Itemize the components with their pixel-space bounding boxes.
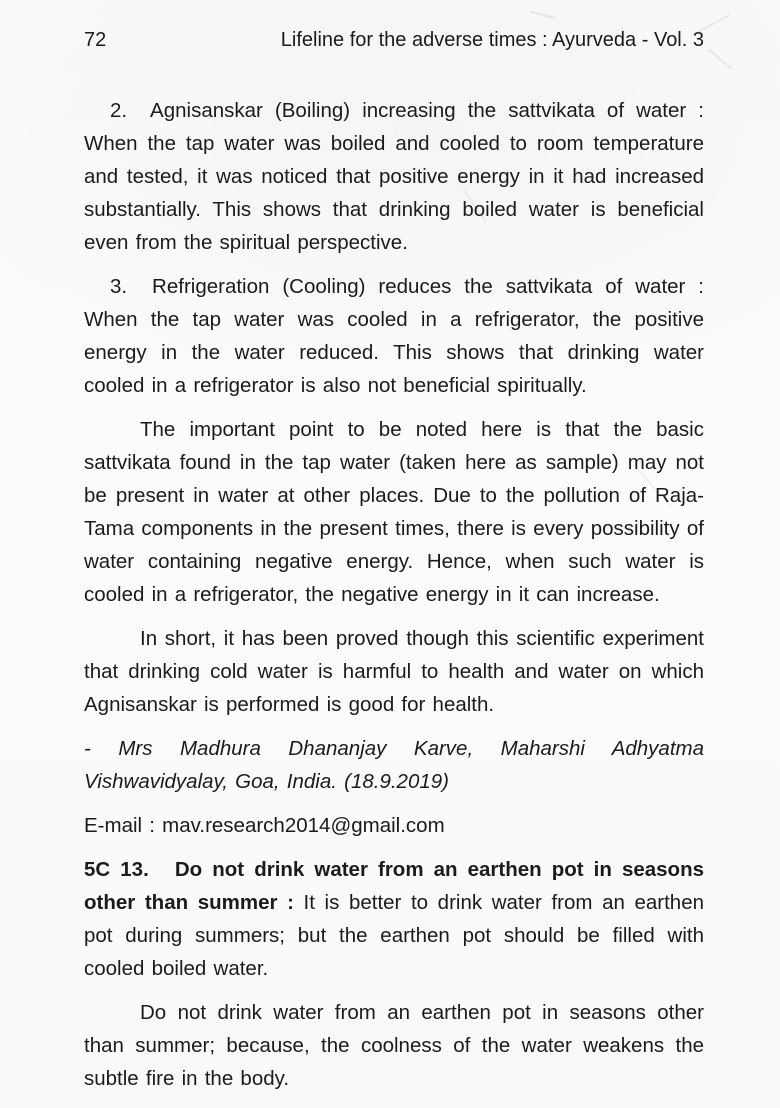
email-line (84, 809, 704, 842)
page-number: 72 (84, 29, 107, 51)
paragraph-text: Do not drink water from an earthen pot in seasons other than summer; because, the coolness of the water weakens the subtle fire in the body. (84, 1001, 704, 1090)
attribution (84, 732, 704, 798)
paragraph-text: In short, it has been proved though this scientific experiment that drinking cold water is harmful to health and water on which Agnisanskar is performed is good for health. (84, 627, 704, 716)
paragraph-refrigeration (84, 270, 704, 402)
paragraph-text: Agnisanskar (Boiling) increasing the sattvikata of water : When the tap water was boiled and cooled to room temperature and tested, it was noticed that positive energy in it had increased substantially. This shows that drinking boiled water is beneficial even from the spiritual perspective. (84, 99, 704, 254)
running-title: Lifeline for the adverse times : Ayurveda - Vol. 3 (280, 29, 704, 51)
paragraph-agnisanskar (84, 94, 704, 259)
email-text: E-mail : mav.research2014@gmail.com (84, 814, 445, 837)
paragraph-text: The important point to be noted here is that the basic sattvikata found in the tap water (taken here as sample) may not be present in water at other places. Due to the pollution of Raja-Tama components in the present times, there is every possibility of water containing negative energy. Hence, when such water is cooled in a refrigerator, the negative energy in it can increase. (84, 418, 704, 606)
paragraph-important-point (84, 413, 704, 611)
scan-artifact (708, 49, 732, 70)
section-number: 5C 13. (84, 858, 149, 881)
list-number: 3. (110, 275, 128, 298)
paragraph-earthen-pot (84, 996, 704, 1095)
list-number: 2. (110, 99, 128, 122)
paragraph-in-short (84, 622, 704, 721)
paragraph-text: Refrigeration (Cooling) reduces the sattvikata of water : When the tap water was cooled in a refrigerator, the positive energy in the water reduced. This shows that drinking water cooled in a refrigerator is also not beneficial spiritually. (84, 275, 704, 397)
section-text: It is better to drink water from an earthen pot during summers; but the earthen pot should be filled with cooled boiled water. (84, 891, 704, 980)
scan-artifact (530, 11, 556, 20)
page-header (84, 28, 704, 52)
attribution-text: - Mrs Madhura Dhananjay Karve, Maharshi Adhyatma Vishwavidyalay, Goa, India. (18.9.2019) (84, 737, 704, 793)
section-heading: Do not drink water from an earthen pot in seasons other than summer : (84, 858, 704, 914)
section-5c13 (84, 853, 704, 985)
